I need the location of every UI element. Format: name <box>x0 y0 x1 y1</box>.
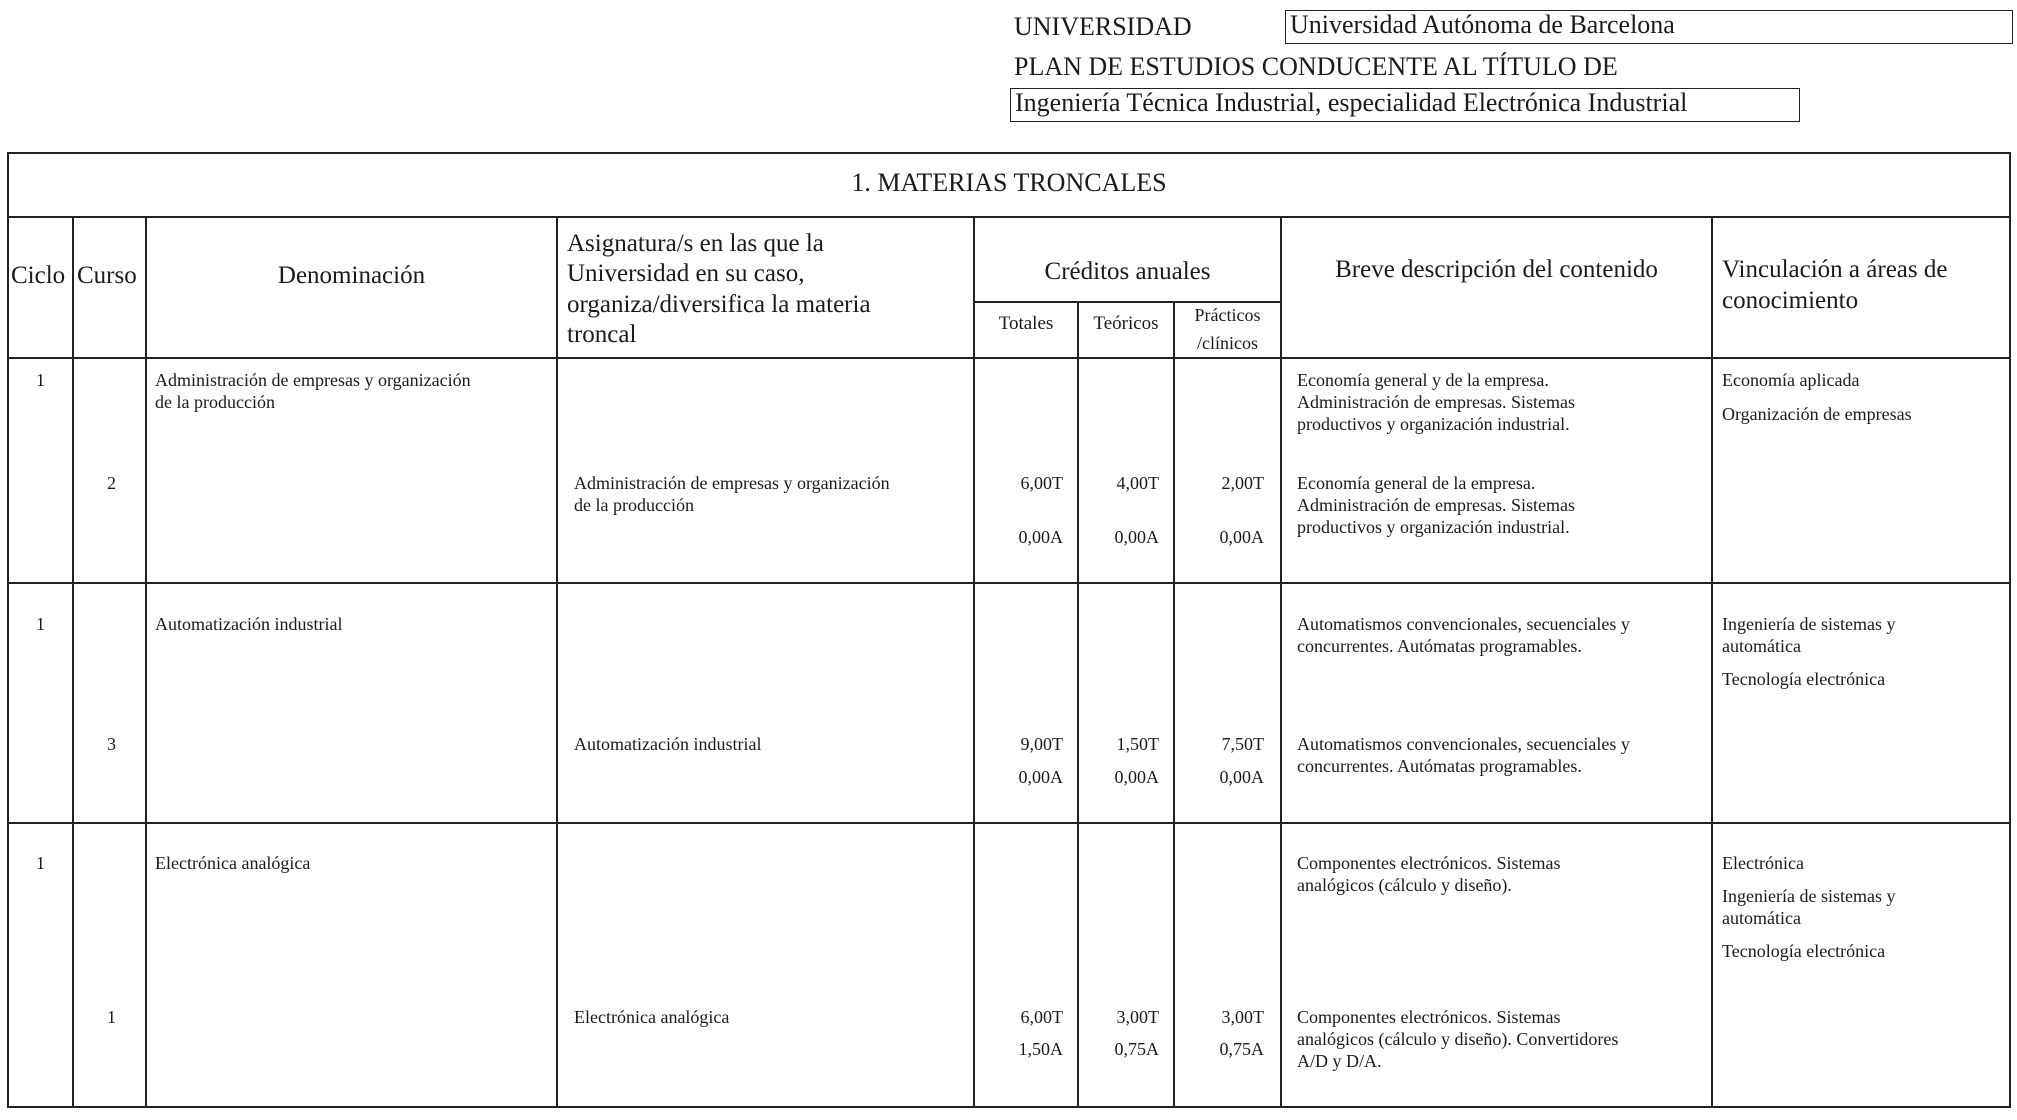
col-header-descripcion: Breve descripción del contenido <box>1335 256 1658 283</box>
col-header-practicos-l1: Prácticos <box>1194 305 1261 325</box>
g2-curso: 3 <box>107 734 116 754</box>
col-header-asignatura-l2: Universidad en su caso, <box>567 260 805 287</box>
g3-teoricos-t: 3,00T <box>1116 1007 1159 1027</box>
col-header-curso: Curso <box>77 262 137 289</box>
g1-totales-a: 0,00A <box>1018 527 1063 547</box>
g3-area-2-l2: automática <box>1722 908 1801 928</box>
col-header-totales: Totales <box>998 313 1054 334</box>
g3-ciclo: 1 <box>36 853 45 873</box>
g1-asignatura-l1: Administración de empresas y organización <box>574 473 890 493</box>
g2-teoricos-t: 1,50T <box>1116 734 1159 754</box>
g2-area-2: Tecnología electrónica <box>1722 669 1886 689</box>
g3-curso: 1 <box>107 1007 116 1027</box>
g3-totales-t: 6,00T <box>1020 1007 1063 1027</box>
titulo-field: Ingeniería Técnica Industrial, especialidad Electrónica Industrial <box>1010 88 1800 122</box>
g3-sub-descripcion-l1: Componentes electrónicos. Sistemas <box>1297 1007 1561 1027</box>
col-header-asignatura-l1: Asignatura/s en las que la <box>567 230 824 257</box>
universidad-label: UNIVERSIDAD <box>1014 12 1192 41</box>
g2-practicos-t: 7,50T <box>1221 734 1264 754</box>
col-header-denominacion: Denominación <box>277 262 426 289</box>
col-sep-practicos <box>1280 216 1282 1108</box>
g3-sub-descripcion-l3: A/D y D/A. <box>1297 1051 1382 1071</box>
col-header-vinculacion-l2: conocimiento <box>1722 287 1859 314</box>
g1-descripcion-l3: productivos y organización industrial. <box>1297 414 1570 434</box>
g1-descripcion-l2: Administración de empresas. Sistemas <box>1297 392 1575 412</box>
g2-descripcion-l2: concurrentes. Autómatas programables. <box>1297 636 1582 656</box>
g1-curso: 2 <box>107 473 116 493</box>
col-header-creditos: Créditos anuales <box>1044 258 1211 285</box>
g3-practicos-t: 3,00T <box>1221 1007 1264 1027</box>
g1-area-2: Organización de empresas <box>1722 404 1912 424</box>
g2-descripcion-l1: Automatismos convencionales, secuenciales y <box>1297 614 1630 634</box>
col-sep-totales <box>1077 301 1079 1108</box>
g3-area-3: Tecnología electrónica <box>1722 941 1886 961</box>
g3-descripcion-l1: Componentes electrónicos. Sistemas <box>1297 853 1561 873</box>
universidad-field: Universidad Autónoma de Barcelona <box>1285 10 2013 44</box>
col-sep-curso <box>145 216 147 1108</box>
g1-teoricos-t: 4,00T <box>1116 473 1159 493</box>
g2-ciclo: 1 <box>36 614 45 634</box>
g1-practicos-a: 0,00A <box>1219 527 1264 547</box>
g3-totales-a: 1,50A <box>1018 1039 1063 1059</box>
col-sep-teoricos <box>1173 301 1175 1108</box>
col-header-vinculacion-l1: Vinculación a áreas de <box>1722 256 1948 283</box>
g3-denominacion-l1: Electrónica analógica <box>155 853 311 873</box>
g1-descripcion-l1: Economía general y de la empresa. <box>1297 370 1549 390</box>
g2-area-1-l1: Ingeniería de sistemas y <box>1722 614 1896 634</box>
g2-denominacion-l1: Automatización industrial <box>155 614 343 634</box>
g3-practicos-a: 0,75A <box>1219 1039 1264 1059</box>
g1-area-1: Economía aplicada <box>1722 370 1860 390</box>
g1-practicos-t: 2,00T <box>1221 473 1264 493</box>
g1-denominacion-l1: Administración de empresas y organización <box>155 370 471 390</box>
col-header-practicos-l2: /clínicos <box>1197 333 1258 353</box>
g2-sub-descripcion-l2: concurrentes. Autómatas programables. <box>1297 756 1582 776</box>
g3-area-2-l1: Ingeniería de sistemas y <box>1722 886 1896 906</box>
g2-totales-t: 9,00T <box>1020 734 1063 754</box>
g2-sub-descripcion-l1: Automatismos convencionales, secuenciales y <box>1297 734 1630 754</box>
col-header-asignatura-l3: organiza/diversifica la materia <box>567 291 871 318</box>
g2-totales-a: 0,00A <box>1018 767 1063 787</box>
g3-descripcion-l2: analógicos (cálculo y diseño). <box>1297 875 1512 895</box>
g2-teoricos-a: 0,00A <box>1114 767 1159 787</box>
col-header-ciclo: Ciclo <box>11 262 66 289</box>
plan-label: PLAN DE ESTUDIOS CONDUCENTE AL TÍTULO DE <box>1014 52 1618 81</box>
g3-teoricos-a: 0,75A <box>1114 1039 1159 1059</box>
col-sep-ciclo <box>72 216 74 1108</box>
g1-asignatura-l2: de la producción <box>574 495 694 515</box>
col-sep-descripcion <box>1711 216 1713 1108</box>
g2-area-1-l2: automática <box>1722 636 1801 656</box>
section-title: 1. MATERIAS TRONCALES <box>851 168 1167 197</box>
col-sep-denominacion <box>556 216 558 1108</box>
g1-ciclo: 1 <box>36 370 45 390</box>
g1-teoricos-a: 0,00A <box>1114 527 1159 547</box>
g3-area-1: Electrónica <box>1722 853 1804 873</box>
g2-asignatura-l1: Automatización industrial <box>574 734 762 754</box>
g2-practicos-a: 0,00A <box>1219 767 1264 787</box>
col-header-teoricos: Teóricos <box>1093 313 1159 334</box>
g1-denominacion-l2: de la producción <box>155 392 275 412</box>
creditos-divider <box>973 301 1280 303</box>
g1-totales-t: 6,00T <box>1020 473 1063 493</box>
g3-sub-descripcion-l2: analógicos (cálculo y diseño). Convertidores <box>1297 1029 1619 1049</box>
g1-sub-descripcion-l3: productivos y organización industrial. <box>1297 517 1570 537</box>
col-header-asignatura-l4: troncal <box>567 321 637 348</box>
g1-sub-descripcion-l2: Administración de empresas. Sistemas <box>1297 495 1575 515</box>
g1-sub-descripcion-l1: Economía general de la empresa. <box>1297 473 1536 493</box>
col-sep-asignatura <box>973 216 975 1108</box>
g3-asignatura-l1: Electrónica analógica <box>574 1007 730 1027</box>
